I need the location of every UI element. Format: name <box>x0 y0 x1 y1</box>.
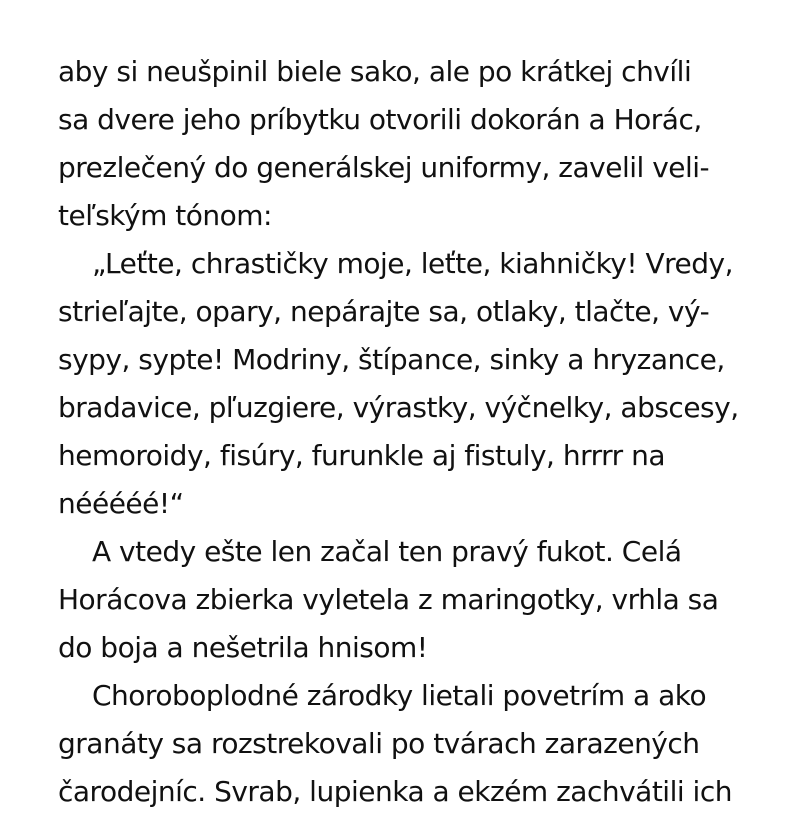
text-line: sypy, sypte! Modriny, štípance, sinky a hryzance, <box>58 343 725 376</box>
paragraph-start-line: A vtedy ešte len začal ten pravý fukot. Celá <box>92 535 682 568</box>
text-line: Horácova zbierka vyletela z maringotky, vrhla sa <box>58 583 719 616</box>
text-line: granáty sa rozstrekovali po tvárach zarazených <box>58 727 700 760</box>
text-line: čarodejníc. Svrab, lupienka a ekzém zachvátili ich <box>58 775 732 808</box>
text-line: do boja a nešetrila hnisom! <box>58 631 428 664</box>
text-line: teľským tónom: <box>58 199 272 232</box>
text-line: sa dvere jeho príbytku otvorili dokorán a Horác, <box>58 103 702 136</box>
text-line: strieľajte, opary, nepárajte sa, otlaky, tlačte, vý- <box>58 295 710 328</box>
paragraph-start-line: „Leťte, chrastičky moje, leťte, kiahničky! Vredy, <box>92 247 734 280</box>
text-line: bradavice, pľuzgiere, výrastky, výčnelky, abscesy, <box>58 391 739 424</box>
text-line: hemoroidy, fisúry, furunkle aj fistuly, hrrrr na <box>58 439 665 472</box>
text-line: nééééé!“ <box>58 487 184 520</box>
text-line: prezlečený do generálskej uniformy, zavelil veli- <box>58 151 710 184</box>
paragraph-start-line: Choroboplodné zárodky lietali povetrím a ako <box>92 679 707 712</box>
text-line: aby si neušpinil biele sako, ale po krátkej chvíli <box>58 55 692 88</box>
